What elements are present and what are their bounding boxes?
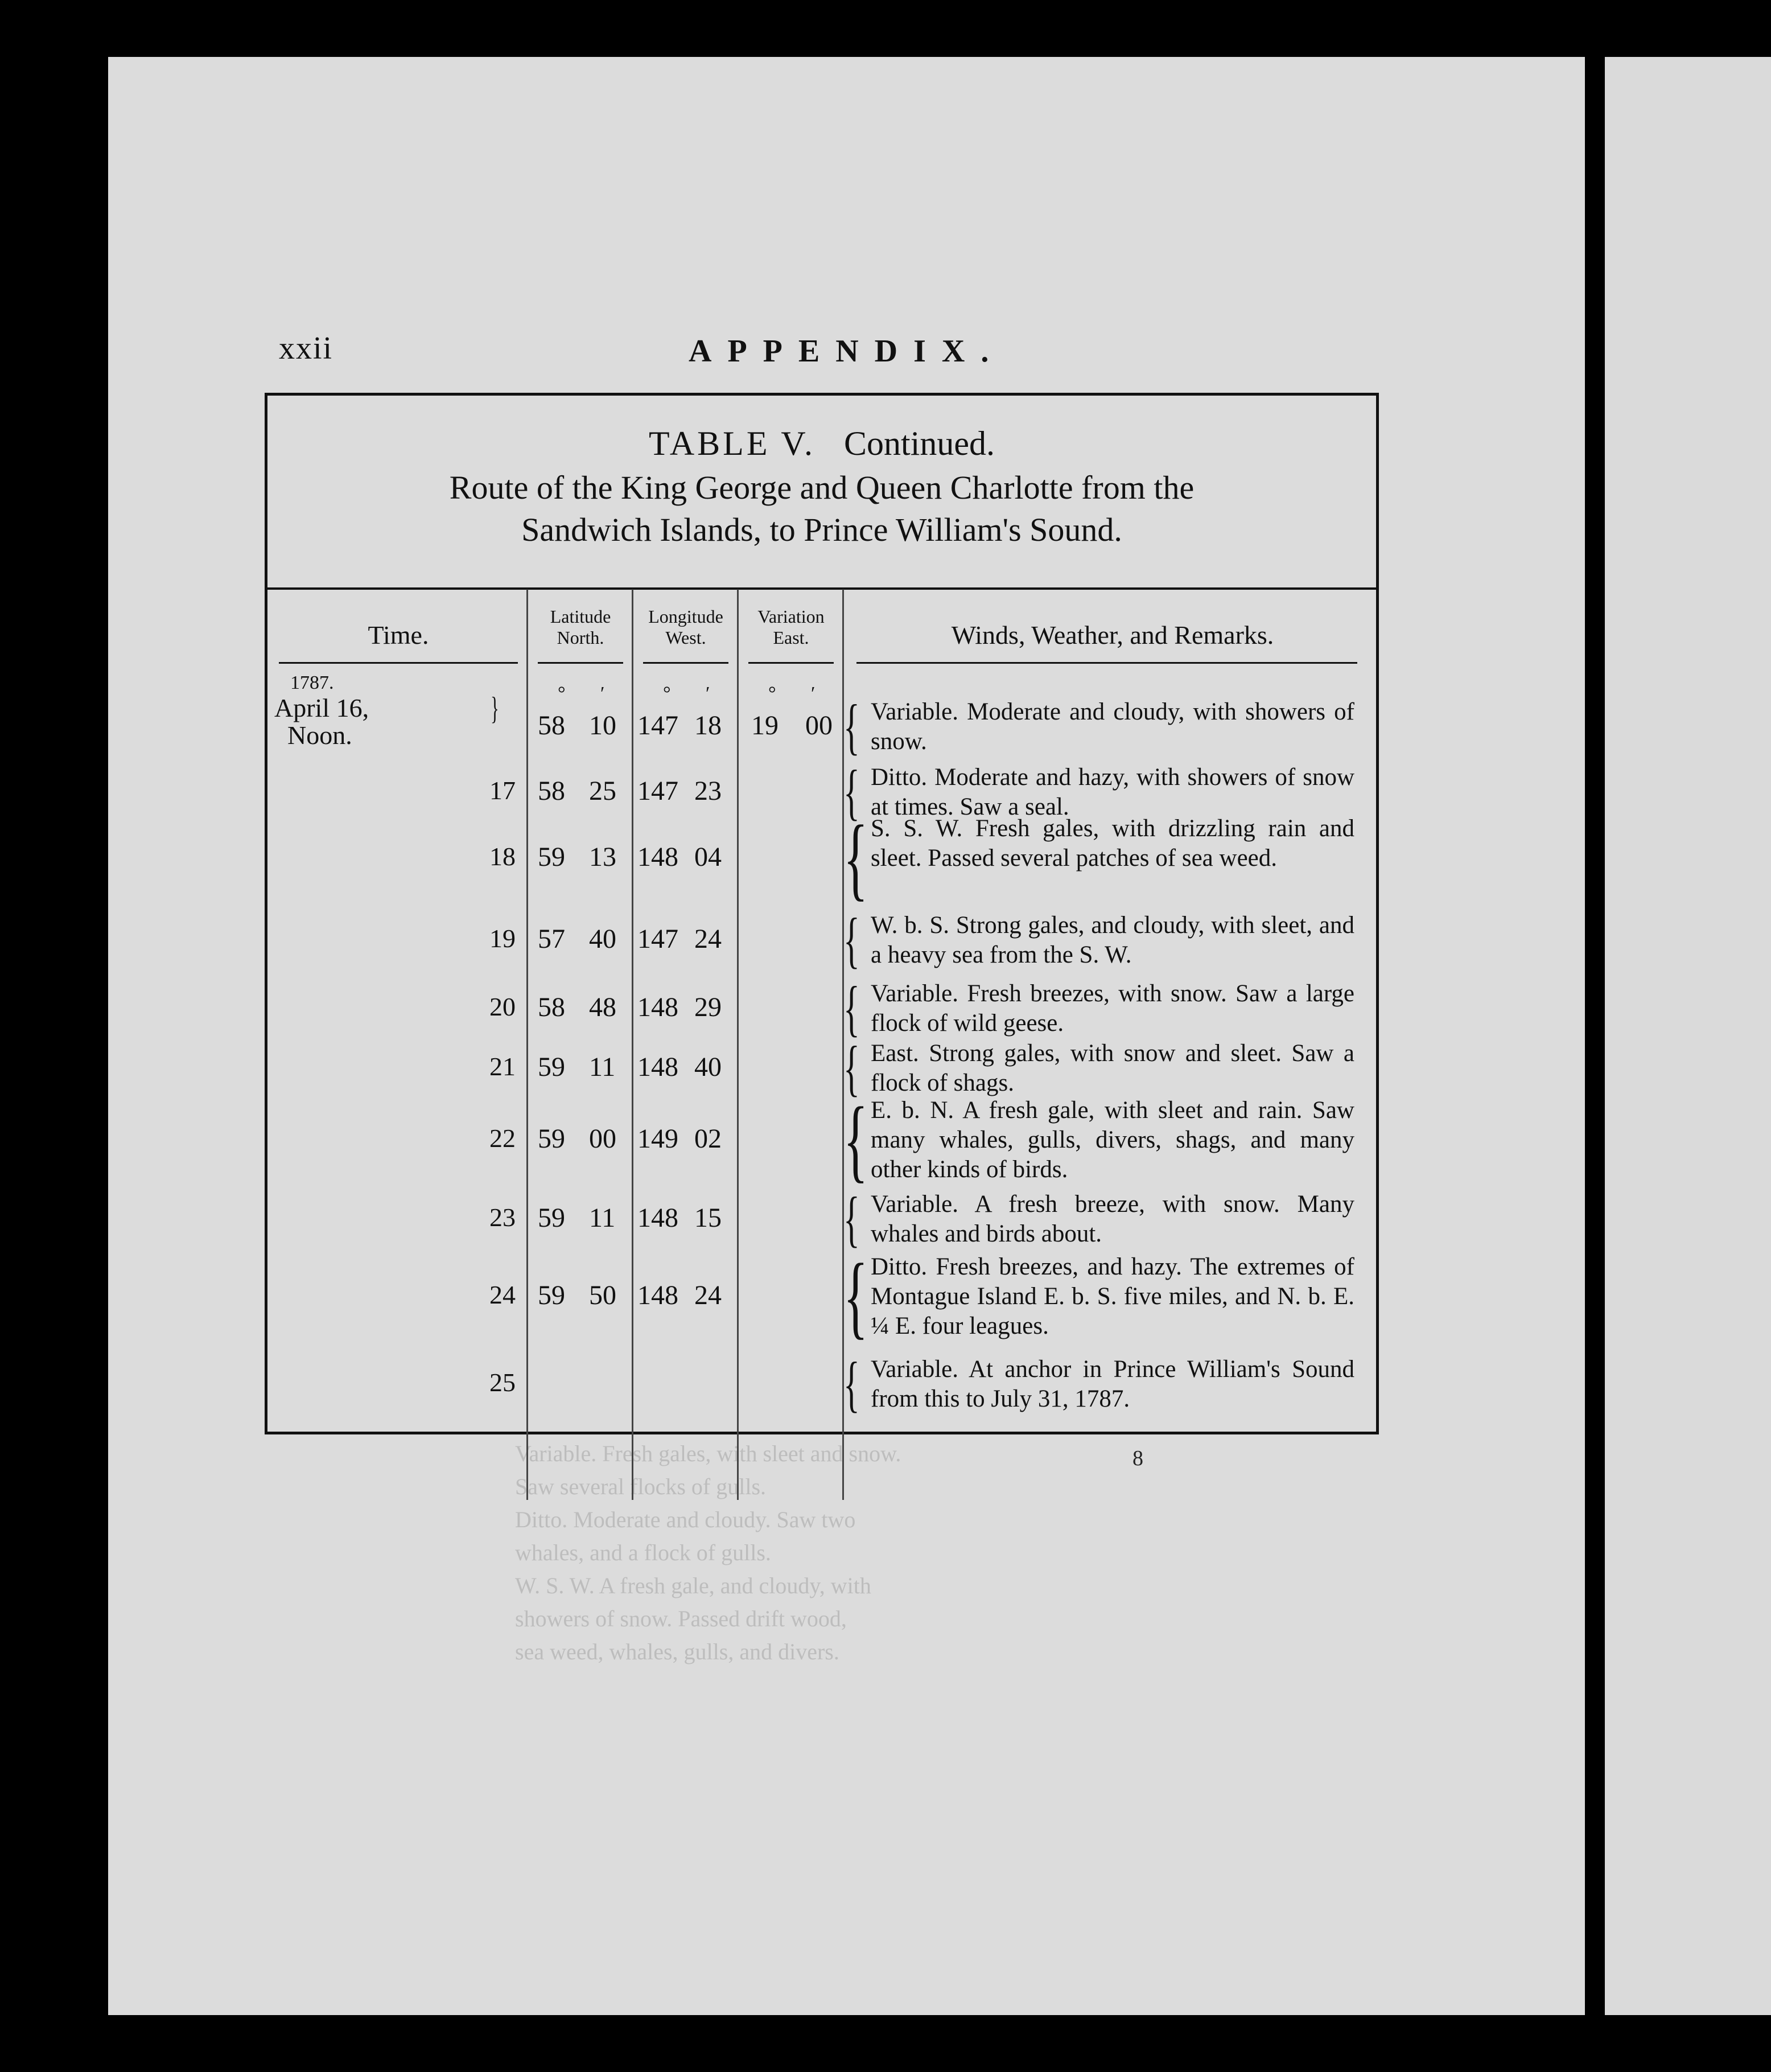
latitude-degrees: 59 [538, 842, 565, 872]
longitude-minutes: 18 [694, 710, 722, 741]
column-divider [632, 589, 633, 1500]
column-header-latitude [529, 606, 632, 648]
latitude-degrees: 59 [538, 1280, 565, 1310]
brace-icon: { [843, 906, 860, 975]
longitude-degrees: 147 [637, 776, 678, 806]
show-through-line: sea weed, whales, gulls, and divers. [515, 1639, 839, 1664]
row-date: 24 [489, 1280, 516, 1309]
degree-mark: ° [663, 683, 671, 704]
header-line: Variation [757, 606, 825, 627]
latitude-degrees: 57 [538, 924, 565, 954]
row-remark: Variable. At anchor in Prince William's Sound from this to July 31, 1787. [871, 1356, 1354, 1412]
header-line: Longitude [648, 606, 723, 627]
longitude-minutes: 40 [694, 1052, 722, 1082]
brace-icon: { [843, 974, 860, 1043]
brace-icon: { [843, 758, 860, 827]
column-header-longitude [635, 606, 737, 648]
column-divider [526, 589, 528, 1500]
latitude-minutes: 48 [589, 992, 616, 1022]
longitude-minutes: 23 [694, 776, 722, 806]
header-rule [267, 587, 1376, 590]
brace-icon: { [843, 807, 868, 910]
header-line: West. [665, 627, 706, 648]
longitude-minutes: 24 [694, 924, 722, 954]
longitude-degrees: 147 [637, 710, 678, 741]
year-label: 1787. [290, 672, 334, 693]
minute-mark: ′ [600, 683, 605, 704]
variation-minutes: 00 [805, 710, 833, 741]
degree-mark: ° [768, 683, 776, 704]
page-number: xxii [279, 331, 333, 366]
brace-icon: { [843, 1034, 860, 1103]
row-remark: Variable. Fresh breezes, with snow. Saw a large flock of wild geese. [871, 980, 1354, 1037]
latitude-minutes: 25 [589, 776, 616, 806]
show-through-line: showers of snow. Passed drift wood, [515, 1606, 847, 1631]
longitude-degrees: 149 [637, 1124, 678, 1154]
header-line: North. [557, 627, 604, 648]
table-number: TABLE V. [648, 425, 816, 462]
subheader-rule [856, 662, 1357, 664]
latitude-degrees: 59 [538, 1203, 565, 1233]
row-remark: East. Strong gales, with snow and sleet. Saw a flock of shags. [871, 1040, 1354, 1096]
latitude-minutes: 00 [589, 1124, 616, 1154]
row-remark: Ditto. Fresh breezes, and hazy. The extremes of Montague Island E. b. S. five miles, and N. b. E. ¼ E. four leagues. [871, 1253, 1354, 1339]
degree-mark: ° [558, 683, 566, 704]
brace-icon: } [491, 691, 499, 726]
column-divider [737, 589, 739, 1500]
subheader-rule [279, 662, 518, 664]
longitude-minutes: 04 [694, 842, 722, 872]
row-remark: Ditto. Moderate and hazy, with showers of snow at times. Saw a seal. [871, 764, 1354, 820]
brace-icon: { [843, 1088, 868, 1191]
longitude-minutes: 29 [694, 992, 722, 1022]
minute-mark: ′ [811, 683, 816, 704]
longitude-degrees: 148 [637, 1280, 678, 1310]
subheader-rule [643, 662, 728, 664]
longitude-degrees: 148 [637, 1052, 678, 1082]
longitude-minutes: 02 [694, 1124, 722, 1154]
subheader-rule [538, 662, 623, 664]
show-through-line: W. S. W. A fresh gale, and cloudy, with [515, 1573, 871, 1598]
longitude-minutes: 24 [694, 1280, 722, 1310]
row-date-sub: Noon. [287, 721, 352, 750]
show-through-line: Variable. Fresh gales, with sleet and snow. [515, 1441, 901, 1466]
header-line: East. [773, 627, 809, 648]
latitude-minutes: 10 [589, 710, 616, 741]
latitude-minutes: 50 [589, 1280, 616, 1310]
row-date: 17 [489, 776, 516, 805]
table-title [267, 424, 1376, 463]
latitude-degrees: 59 [538, 1052, 565, 1082]
latitude-degrees: 58 [538, 710, 565, 741]
latitude-minutes: 13 [589, 842, 616, 872]
running-head: APPENDIX. [689, 334, 1005, 369]
show-through-line: Saw several flocks of gulls. [515, 1474, 767, 1499]
row-date: 25 [489, 1368, 516, 1397]
longitude-degrees: 148 [637, 992, 678, 1022]
column-header-time: Time. [368, 620, 429, 649]
subtitle-line: Route of the King George and Queen Charlotte from the [449, 469, 1195, 506]
adjacent-page [1605, 57, 1771, 2015]
brace-icon: { [843, 1185, 860, 1253]
table-continued: Continued. [844, 425, 995, 462]
latitude-minutes: 11 [589, 1203, 616, 1233]
show-through-line: whales, and a flock of gulls. [515, 1540, 771, 1565]
row-date: 23 [489, 1203, 516, 1232]
brace-icon: { [843, 1350, 860, 1419]
brace-icon: { [843, 692, 860, 761]
latitude-degrees: 58 [538, 776, 565, 806]
route-table [265, 393, 1379, 1434]
latitude-minutes: 11 [589, 1052, 616, 1082]
variation-degrees: 19 [751, 710, 779, 741]
row-date: 20 [489, 992, 516, 1021]
latitude-minutes: 40 [589, 924, 616, 954]
row-remark: W. b. S. Strong gales, and cloudy, with sleet, and a heavy sea from the S. W. [871, 912, 1354, 968]
stray-mark: 8 [1132, 1446, 1143, 1470]
longitude-degrees: 147 [637, 924, 678, 954]
row-date: 21 [489, 1052, 516, 1081]
brace-icon: { [843, 1245, 868, 1348]
show-through-line: Ditto. Moderate and cloudy. Saw two [515, 1507, 856, 1532]
latitude-degrees: 58 [538, 992, 565, 1022]
row-remark: E. b. N. A fresh gale, with sleet and rain. Saw many whales, gulls, divers, shags, and many other kinds of birds. [871, 1097, 1354, 1183]
minute-mark: ′ [706, 683, 710, 704]
column-header-remarks: Winds, Weather, and Remarks. [951, 620, 1274, 649]
row-date: 19 [489, 924, 516, 953]
latitude-degrees: 59 [538, 1124, 565, 1154]
row-date: 18 [489, 842, 516, 871]
longitude-minutes: 15 [694, 1203, 722, 1233]
longitude-degrees: 148 [637, 1203, 678, 1233]
table-subtitle [267, 467, 1376, 551]
row-remark: Variable. A fresh breeze, with snow. Many whales and birds about. [871, 1191, 1354, 1247]
row-remark: S. S. W. Fresh gales, with drizzling rain and sleet. Passed several patches of sea weed. [871, 815, 1354, 871]
row-remark: Variable. Moderate and cloudy, with showers of snow. [871, 698, 1354, 755]
column-header-variation [740, 606, 842, 648]
subheader-rule [748, 662, 834, 664]
row-date: April 16, [274, 693, 369, 722]
header-line: Latitude [550, 606, 611, 627]
longitude-degrees: 148 [637, 842, 678, 872]
subtitle-line: Sandwich Islands, to Prince William's Sound. [521, 511, 1122, 548]
row-date: 22 [489, 1124, 516, 1153]
